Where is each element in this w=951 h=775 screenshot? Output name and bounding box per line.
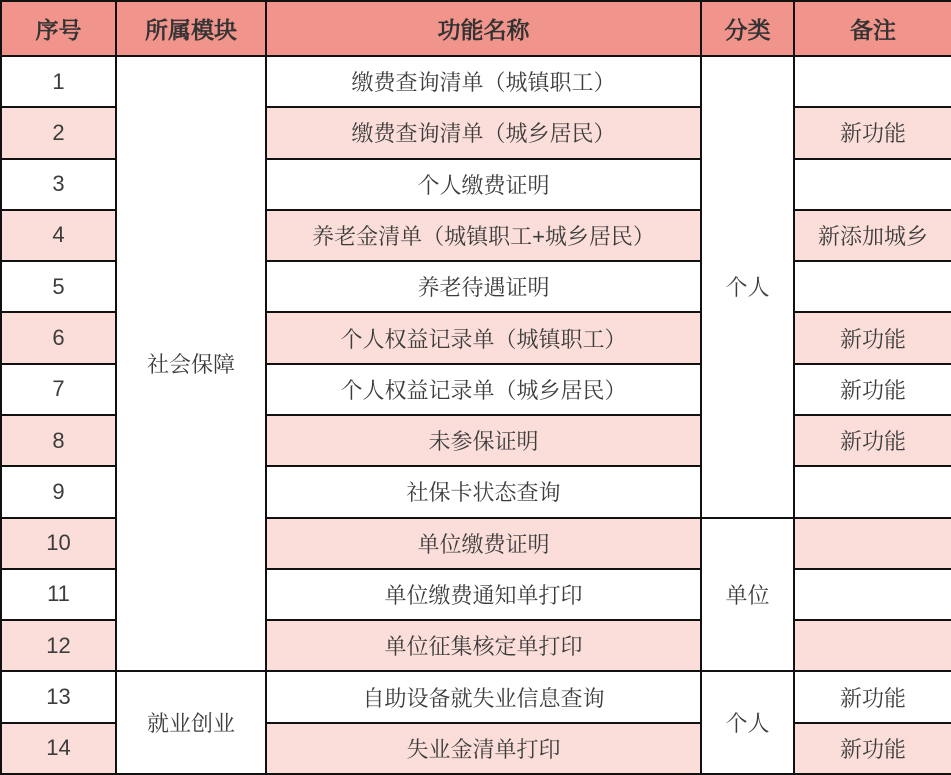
remark-cell: [794, 569, 951, 620]
row-number-cell: 13: [1, 671, 116, 722]
remark-cell: 新功能: [794, 723, 951, 774]
row-number-cell: 11: [1, 569, 116, 620]
category-cell: 个人: [701, 56, 794, 518]
category-cell: 单位: [701, 518, 794, 672]
row-number-cell: 2: [1, 107, 116, 158]
header-number: 序号: [1, 1, 116, 56]
table-row: [1, 56, 951, 107]
module-cell: 社会保障: [116, 56, 266, 671]
function-name-cell: 个人权益记录单（城镇职工）: [266, 312, 701, 363]
function-name-cell: 未参保证明: [266, 415, 701, 466]
remark-cell: 新添加城乡: [794, 210, 951, 261]
function-name-cell: 个人缴费证明: [266, 159, 701, 210]
remark-cell: 新功能: [794, 671, 951, 722]
row-number-cell: 8: [1, 415, 116, 466]
row-number-cell: 3: [1, 159, 116, 210]
header-row: [1, 1, 951, 56]
remark-cell: [794, 261, 951, 312]
category-cell: 个人: [701, 671, 794, 774]
function-name-cell: 养老待遇证明: [266, 261, 701, 312]
remark-cell: 新功能: [794, 107, 951, 158]
remark-cell: 新功能: [794, 312, 951, 363]
function-name-cell: 养老金清单（城镇职工+城乡居民）: [266, 210, 701, 261]
row-number-cell: 12: [1, 620, 116, 671]
function-name-cell: 单位缴费证明: [266, 518, 701, 569]
table-row: [1, 671, 951, 722]
remark-cell: 新功能: [794, 364, 951, 415]
remark-cell: [794, 518, 951, 569]
row-number-cell: 6: [1, 312, 116, 363]
row-number-cell: 14: [1, 723, 116, 774]
function-name-cell: 社保卡状态查询: [266, 466, 701, 517]
remark-cell: [794, 466, 951, 517]
row-number-cell: 5: [1, 261, 116, 312]
row-number-cell: 1: [1, 56, 116, 107]
remark-cell: 新功能: [794, 415, 951, 466]
module-cell: 就业创业: [116, 671, 266, 774]
header-module: 所属模块: [116, 1, 266, 56]
remark-cell: [794, 159, 951, 210]
function-name-cell: 失业金清单打印: [266, 723, 701, 774]
row-number-cell: 10: [1, 518, 116, 569]
function-name-cell: 个人权益记录单（城乡居民）: [266, 364, 701, 415]
row-number-cell: 4: [1, 210, 116, 261]
function-name-cell: 单位征集核定单打印: [266, 620, 701, 671]
row-number-cell: 9: [1, 466, 116, 517]
remark-cell: [794, 56, 951, 107]
header-category: 分类: [701, 1, 794, 56]
function-name-cell: 缴费查询清单（城乡居民）: [266, 107, 701, 158]
remark-cell: [794, 620, 951, 671]
header-remark: 备注: [794, 1, 951, 56]
header-function-name: 功能名称: [266, 1, 701, 56]
function-name-cell: 缴费查询清单（城镇职工）: [266, 56, 701, 107]
function-name-cell: 自助设备就失业信息查询: [266, 671, 701, 722]
row-number-cell: 7: [1, 364, 116, 415]
function-name-cell: 单位缴费通知单打印: [266, 569, 701, 620]
